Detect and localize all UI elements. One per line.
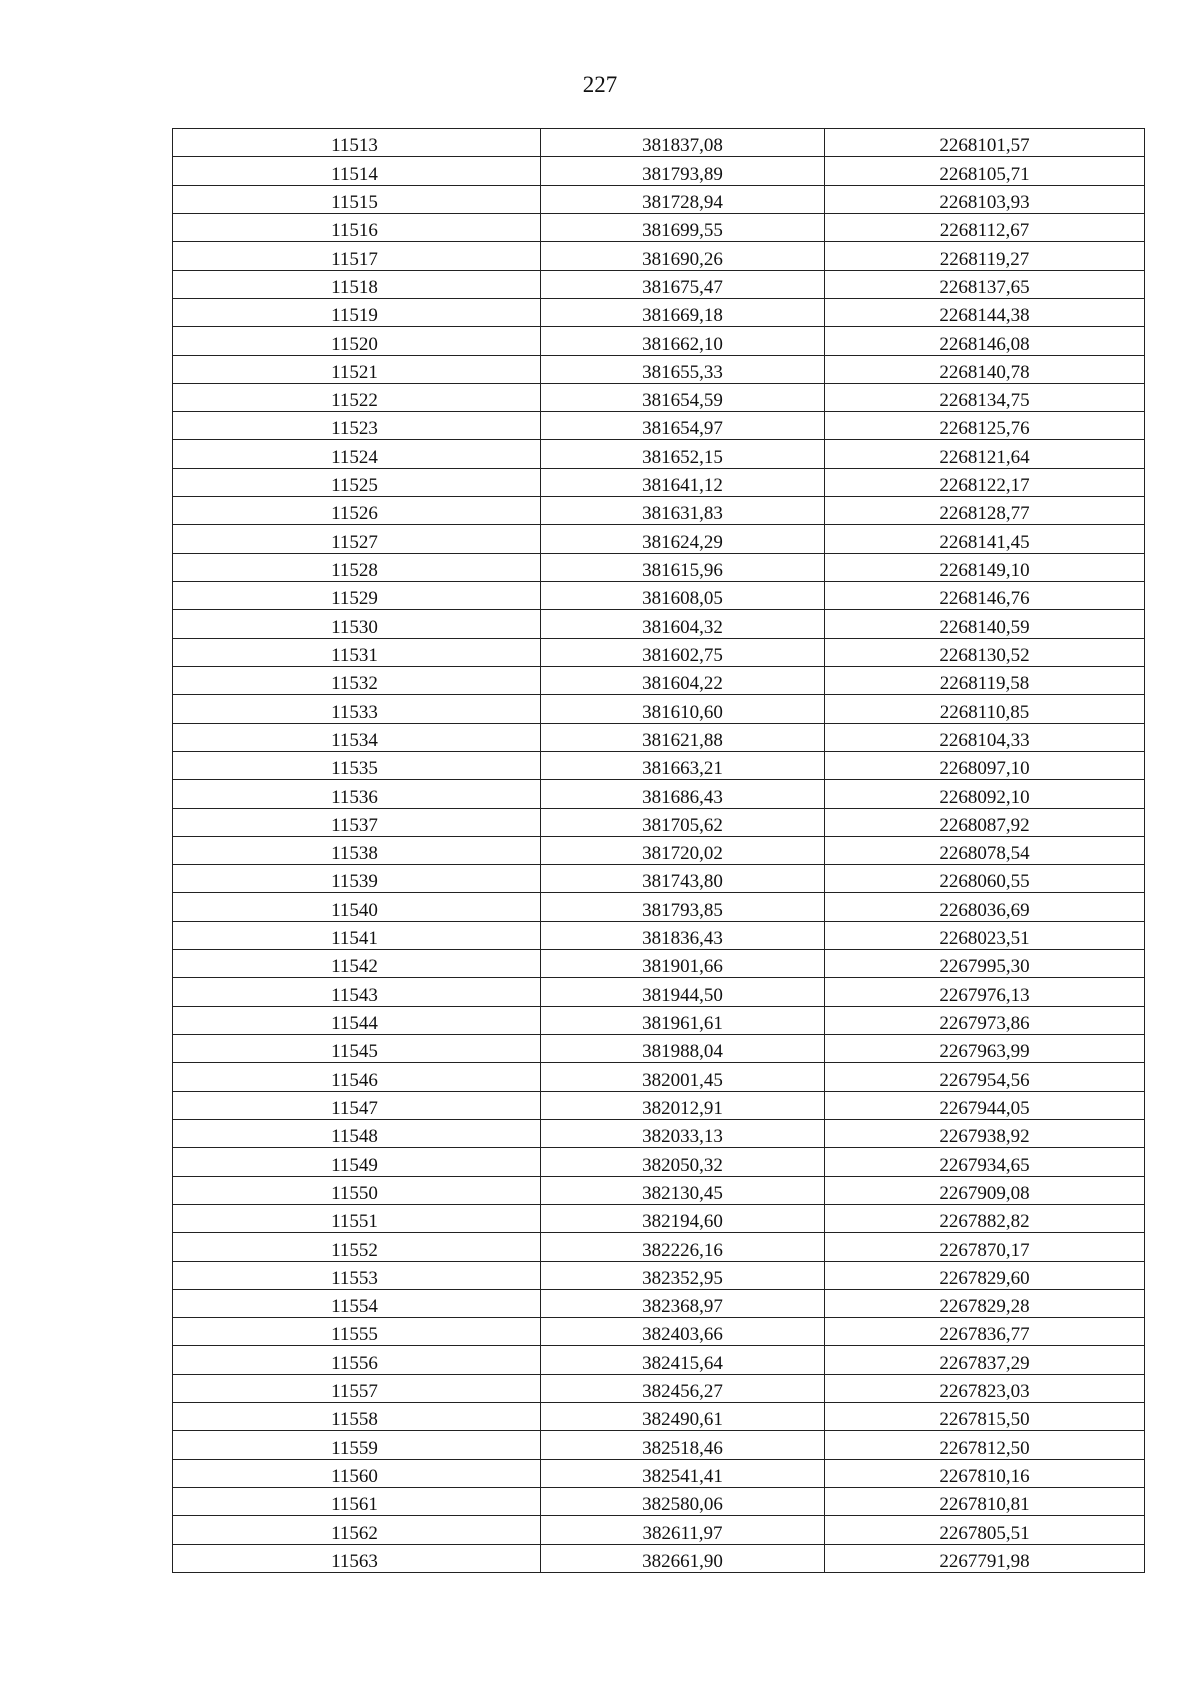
table-row — [173, 554, 1144, 582]
y-coordinate-cell: 2267810,16 — [939, 1466, 1030, 1487]
table-row — [173, 1488, 1144, 1516]
x-coordinate-cell: 381675,47 — [541, 271, 825, 298]
point-number-cell: 11523 — [173, 412, 541, 439]
x-coordinate-cell: 381836,43 — [541, 922, 825, 949]
point-number-cell: 11555 — [173, 1318, 541, 1345]
table-row — [173, 214, 1144, 242]
y-coordinate-cell: 2267823,03 — [939, 1381, 1030, 1403]
x-coordinate-cell: 381602,75 — [541, 639, 825, 666]
point-number-cell: 11526 — [173, 497, 541, 524]
x-coordinate-cell: 382403,66 — [541, 1318, 825, 1345]
table-row — [173, 1262, 1144, 1290]
y-coordinate-cell: 2268140,78 — [939, 361, 1030, 383]
x-coordinate-cell: 382415,64 — [541, 1346, 825, 1373]
x-coordinate-cell: 382456,27 — [541, 1375, 825, 1402]
point-number-cell: 11531 — [173, 639, 541, 666]
x-coordinate-cell: 381654,59 — [541, 384, 825, 411]
x-coordinate-cell: 381793,85 — [541, 893, 825, 920]
y-coordinate-cell: 2267791,98 — [939, 1550, 1030, 1572]
point-number-cell: 11551 — [173, 1205, 541, 1232]
table-row — [173, 440, 1144, 468]
x-coordinate-cell: 381610,60 — [541, 695, 825, 722]
table-row — [173, 1545, 1144, 1573]
table-row — [173, 525, 1144, 553]
table-row — [173, 1516, 1144, 1544]
x-coordinate-cell: 382130,45 — [541, 1177, 825, 1204]
table-row — [173, 157, 1144, 185]
table-row — [173, 1290, 1144, 1318]
x-coordinate-cell: 381654,97 — [541, 412, 825, 439]
y-coordinate-cell: 2267973,86 — [939, 1013, 1030, 1034]
x-coordinate-cell: 381690,26 — [541, 242, 825, 269]
table-row — [173, 1092, 1144, 1120]
table-row — [173, 752, 1144, 780]
x-coordinate-cell: 381641,12 — [541, 469, 825, 496]
y-coordinate-cell: 2267995,30 — [939, 956, 1030, 978]
y-coordinate-cell: 2268144,38 — [939, 305, 1030, 327]
table-row — [173, 1063, 1144, 1091]
x-coordinate-cell: 381608,05 — [541, 582, 825, 609]
x-coordinate-cell: 382012,91 — [541, 1092, 825, 1119]
point-number-cell: 11532 — [173, 667, 541, 694]
table-row — [173, 1035, 1144, 1063]
y-coordinate-cell: 2268101,57 — [939, 135, 1030, 157]
point-number-cell: 11534 — [173, 724, 541, 751]
y-coordinate-cell: 2267837,29 — [939, 1352, 1030, 1374]
table-row — [173, 469, 1144, 497]
y-coordinate-cell: 2268097,10 — [939, 758, 1030, 780]
point-number-cell: 11548 — [173, 1120, 541, 1147]
table-row — [173, 950, 1144, 978]
point-number-cell: 11536 — [173, 780, 541, 807]
point-number-cell: 11557 — [173, 1375, 541, 1402]
point-number-cell: 11550 — [173, 1177, 541, 1204]
point-number-cell: 11518 — [173, 271, 541, 298]
x-coordinate-cell: 381944,50 — [541, 978, 825, 1005]
table-row — [173, 129, 1144, 157]
x-coordinate-cell: 382611,97 — [541, 1516, 825, 1543]
table-row — [173, 893, 1144, 921]
y-coordinate-cell: 2268112,67 — [939, 220, 1030, 242]
x-coordinate-cell: 381615,96 — [541, 554, 825, 581]
point-number-cell: 11527 — [173, 525, 541, 552]
table-row — [173, 1431, 1144, 1459]
y-coordinate-cell: 2268141,45 — [939, 531, 1030, 553]
table-row — [173, 412, 1144, 440]
x-coordinate-cell: 381604,32 — [541, 610, 825, 637]
table-row — [173, 1346, 1144, 1374]
table-row — [173, 356, 1144, 384]
x-coordinate-cell: 382518,46 — [541, 1431, 825, 1458]
point-number-cell: 11545 — [173, 1035, 541, 1062]
table-row — [173, 695, 1144, 723]
y-coordinate-cell: 2268137,65 — [939, 276, 1030, 298]
x-coordinate-cell: 381631,83 — [541, 497, 825, 524]
y-coordinate-cell: 2268146,76 — [939, 588, 1030, 610]
table-row — [173, 1120, 1144, 1148]
table-row — [173, 1205, 1144, 1233]
x-coordinate-cell: 382490,61 — [541, 1403, 825, 1430]
table-row — [173, 582, 1144, 610]
table-row — [173, 978, 1144, 1006]
y-coordinate-cell: 2268023,51 — [939, 928, 1030, 950]
y-coordinate-cell: 2268105,71 — [939, 163, 1030, 185]
point-number-cell: 11535 — [173, 752, 541, 779]
table-row — [173, 327, 1144, 355]
table-row — [173, 1177, 1144, 1205]
table-row — [173, 299, 1144, 327]
x-coordinate-cell: 382352,95 — [541, 1262, 825, 1289]
table-row — [173, 865, 1144, 893]
table-row — [173, 271, 1144, 299]
y-coordinate-cell: 2267944,05 — [939, 1097, 1030, 1119]
table-row — [173, 639, 1144, 667]
x-coordinate-cell: 381728,94 — [541, 186, 825, 213]
x-coordinate-cell: 382050,32 — [541, 1148, 825, 1175]
point-number-cell: 11563 — [173, 1545, 541, 1572]
point-number-cell: 11559 — [173, 1431, 541, 1458]
y-coordinate-cell: 2267954,56 — [939, 1069, 1030, 1091]
point-number-cell: 11515 — [173, 186, 541, 213]
table-row — [173, 384, 1144, 412]
table-row — [173, 1318, 1144, 1346]
x-coordinate-cell: 382580,06 — [541, 1488, 825, 1515]
y-coordinate-cell: 2268121,64 — [939, 446, 1030, 468]
y-coordinate-cell: 2267909,08 — [939, 1182, 1030, 1204]
x-coordinate-cell: 382368,97 — [541, 1290, 825, 1317]
point-number-cell: 11538 — [173, 837, 541, 864]
x-coordinate-cell: 381743,80 — [541, 865, 825, 892]
table-row — [173, 1403, 1144, 1431]
point-number-cell: 11516 — [173, 214, 541, 241]
x-coordinate-cell: 381837,08 — [541, 129, 825, 156]
table-row — [173, 497, 1144, 525]
y-coordinate-cell: 2267829,60 — [939, 1267, 1030, 1289]
y-coordinate-cell: 2267934,65 — [939, 1154, 1030, 1176]
y-coordinate-cell: 2267829,28 — [939, 1296, 1030, 1318]
x-coordinate-cell: 382194,60 — [541, 1205, 825, 1232]
point-number-cell: 11561 — [173, 1488, 541, 1515]
point-number-cell: 11524 — [173, 440, 541, 467]
point-number-cell: 11553 — [173, 1262, 541, 1289]
point-number-cell: 11543 — [173, 978, 541, 1005]
y-coordinate-cell: 2267805,51 — [939, 1522, 1030, 1544]
y-coordinate-cell: 2267963,99 — [939, 1041, 1030, 1063]
point-number-cell: 11528 — [173, 554, 541, 581]
table-row — [173, 922, 1144, 950]
point-number-cell: 11547 — [173, 1092, 541, 1119]
point-number-cell: 11541 — [173, 922, 541, 949]
point-number-cell: 11539 — [173, 865, 541, 892]
y-coordinate-cell: 2268119,58 — [939, 673, 1030, 695]
y-coordinate-cell: 2267882,82 — [939, 1211, 1030, 1233]
x-coordinate-cell: 381901,66 — [541, 950, 825, 977]
point-number-cell: 11520 — [173, 327, 541, 354]
y-coordinate-cell: 2267870,17 — [939, 1239, 1030, 1261]
x-coordinate-cell: 381988,04 — [541, 1035, 825, 1062]
point-number-cell: 11514 — [173, 157, 541, 184]
y-coordinate-cell: 2268134,75 — [939, 390, 1030, 412]
x-coordinate-cell: 381793,89 — [541, 157, 825, 184]
point-number-cell: 11513 — [173, 129, 541, 156]
x-coordinate-cell: 381655,33 — [541, 356, 825, 383]
table-row — [173, 610, 1144, 638]
x-coordinate-cell: 382033,13 — [541, 1120, 825, 1147]
y-coordinate-cell: 2268128,77 — [939, 503, 1030, 525]
table-row — [173, 1233, 1144, 1261]
y-coordinate-cell: 2267836,77 — [939, 1324, 1030, 1346]
x-coordinate-cell: 381663,21 — [541, 752, 825, 779]
y-coordinate-cell: 2267810,81 — [939, 1494, 1030, 1516]
point-number-cell: 11546 — [173, 1063, 541, 1090]
y-coordinate-cell: 2268060,55 — [939, 871, 1030, 893]
point-number-cell: 11558 — [173, 1403, 541, 1430]
y-coordinate-cell: 2268140,59 — [939, 616, 1030, 638]
y-coordinate-cell: 2268122,17 — [939, 475, 1030, 497]
x-coordinate-cell: 381624,29 — [541, 525, 825, 552]
point-number-cell: 11521 — [173, 356, 541, 383]
table-row — [173, 1460, 1144, 1488]
x-coordinate-cell: 382001,45 — [541, 1063, 825, 1090]
table-row — [173, 1375, 1144, 1403]
page-number: 227 — [582, 72, 618, 97]
table-row — [173, 780, 1144, 808]
x-coordinate-cell: 381662,10 — [541, 327, 825, 354]
point-number-cell: 11554 — [173, 1290, 541, 1317]
x-coordinate-cell: 382661,90 — [541, 1545, 825, 1572]
y-coordinate-cell: 2267815,50 — [939, 1409, 1030, 1431]
y-coordinate-cell: 2268125,76 — [939, 418, 1030, 440]
table-row — [173, 242, 1144, 270]
point-number-cell: 11533 — [173, 695, 541, 722]
y-coordinate-cell: 2268036,69 — [939, 899, 1030, 921]
x-coordinate-cell: 381621,88 — [541, 724, 825, 751]
y-coordinate-cell: 2268146,08 — [939, 333, 1030, 355]
y-coordinate-cell: 2268104,33 — [939, 729, 1030, 751]
y-coordinate-cell: 2268119,27 — [939, 248, 1030, 270]
y-coordinate-cell: 2268078,54 — [939, 843, 1030, 865]
x-coordinate-cell: 381652,15 — [541, 440, 825, 467]
x-coordinate-cell: 382541,41 — [541, 1460, 825, 1487]
x-coordinate-cell: 381699,55 — [541, 214, 825, 241]
table-row — [173, 809, 1144, 837]
x-coordinate-cell: 381705,62 — [541, 809, 825, 836]
point-number-cell: 11517 — [173, 242, 541, 269]
table-row — [173, 724, 1144, 752]
point-number-cell: 11519 — [173, 299, 541, 326]
y-coordinate-cell: 2268130,52 — [939, 644, 1030, 666]
table-row — [173, 1007, 1144, 1035]
point-number-cell: 11525 — [173, 469, 541, 496]
y-coordinate-cell: 2267976,13 — [939, 984, 1030, 1006]
x-coordinate-cell: 381686,43 — [541, 780, 825, 807]
x-coordinate-cell: 381604,22 — [541, 667, 825, 694]
x-coordinate-cell: 381961,61 — [541, 1007, 825, 1034]
table-row — [173, 837, 1144, 865]
point-number-cell: 11540 — [173, 893, 541, 920]
point-number-cell: 11556 — [173, 1346, 541, 1373]
y-coordinate-cell: 2268110,85 — [939, 701, 1030, 723]
y-coordinate-cell: 2268087,92 — [939, 814, 1030, 836]
table-row — [173, 1148, 1144, 1176]
point-number-cell: 11522 — [173, 384, 541, 411]
y-coordinate-cell: 2268092,10 — [939, 786, 1030, 808]
point-number-cell: 11542 — [173, 950, 541, 977]
y-coordinate-cell: 2267812,50 — [939, 1437, 1030, 1459]
point-number-cell: 11560 — [173, 1460, 541, 1487]
table-row — [173, 186, 1144, 214]
y-coordinate-cell: 2267938,92 — [939, 1126, 1030, 1148]
point-number-cell: 11562 — [173, 1516, 541, 1543]
table-row — [173, 667, 1144, 695]
x-coordinate-cell: 381669,18 — [541, 299, 825, 326]
point-number-cell: 11549 — [173, 1148, 541, 1175]
x-coordinate-cell: 381720,02 — [541, 837, 825, 864]
point-number-cell: 11530 — [173, 610, 541, 637]
coordinates-table — [172, 128, 1145, 1573]
point-number-cell: 11529 — [173, 582, 541, 609]
point-number-cell: 11537 — [173, 809, 541, 836]
y-coordinate-cell: 2268149,10 — [939, 560, 1030, 581]
x-coordinate-cell: 382226,16 — [541, 1233, 825, 1260]
y-coordinate-cell: 2268103,93 — [939, 191, 1030, 213]
point-number-cell: 11552 — [173, 1233, 541, 1260]
point-number-cell: 11544 — [173, 1007, 541, 1034]
